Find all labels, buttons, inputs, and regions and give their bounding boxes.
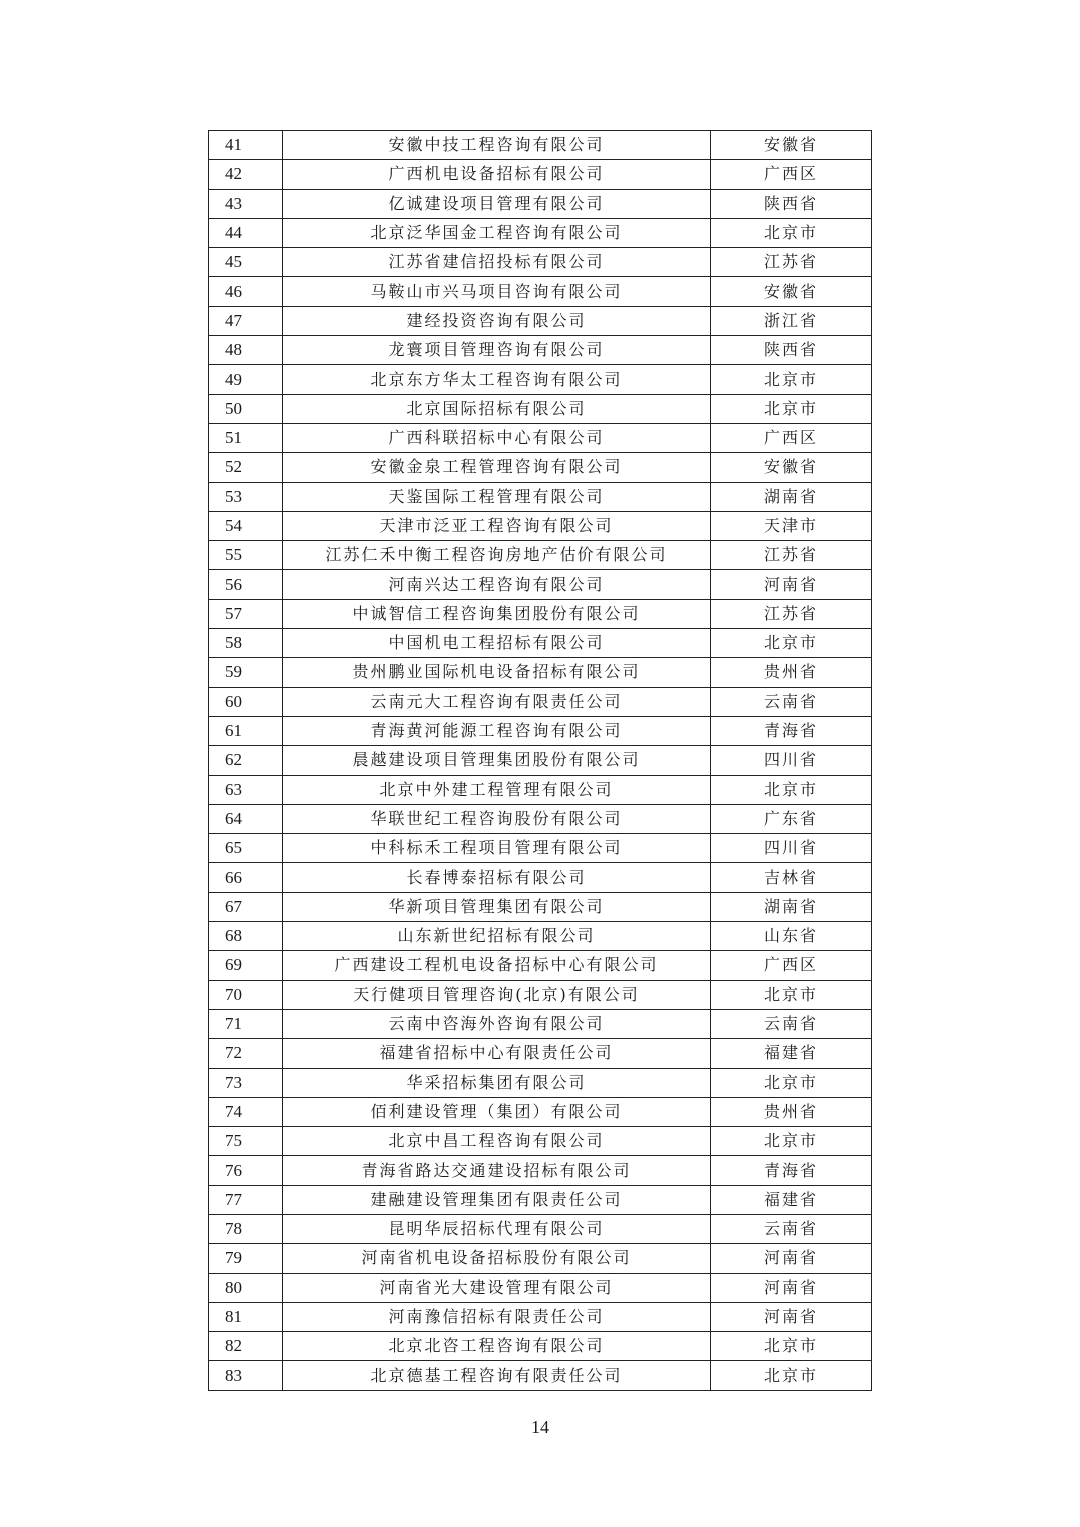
row-number: 54 (209, 511, 283, 540)
company-name: 江苏省建信招投标有限公司 (283, 248, 711, 277)
table-row (209, 131, 872, 160)
region: 云南省 (711, 1009, 872, 1038)
table-row (209, 1039, 872, 1068)
table-row (209, 863, 872, 892)
row-number: 72 (209, 1039, 283, 1068)
table-row (209, 1361, 872, 1390)
region: 四川省 (711, 834, 872, 863)
company-name: 天鉴国际工程管理有限公司 (283, 482, 711, 511)
table-row (209, 453, 872, 482)
company-name: 北京北咨工程咨询有限公司 (283, 1332, 711, 1361)
region: 山东省 (711, 922, 872, 951)
table-row (209, 511, 872, 540)
table-row (209, 687, 872, 716)
table-row (209, 482, 872, 511)
row-number: 55 (209, 541, 283, 570)
region: 北京市 (711, 629, 872, 658)
company-name: 北京德基工程咨询有限责任公司 (283, 1361, 711, 1390)
company-name: 安徽金泉工程管理咨询有限公司 (283, 453, 711, 482)
table-row (209, 218, 872, 247)
table-row (209, 1214, 872, 1243)
region: 天津市 (711, 511, 872, 540)
region: 安徽省 (711, 277, 872, 306)
region: 云南省 (711, 687, 872, 716)
row-number: 43 (209, 189, 283, 218)
table-row (209, 1068, 872, 1097)
region: 广西区 (711, 423, 872, 452)
row-number: 64 (209, 804, 283, 833)
table-row (209, 1302, 872, 1331)
row-number: 42 (209, 160, 283, 189)
company-name: 山东新世纪招标有限公司 (283, 922, 711, 951)
region: 云南省 (711, 1214, 872, 1243)
company-name: 青海省路达交通建设招标有限公司 (283, 1156, 711, 1185)
table-row (209, 336, 872, 365)
company-name: 天行健项目管理咨询(北京)有限公司 (283, 980, 711, 1009)
row-number: 70 (209, 980, 283, 1009)
row-number: 81 (209, 1302, 283, 1331)
company-name: 云南元大工程咨询有限责任公司 (283, 687, 711, 716)
table-row (209, 599, 872, 628)
region: 吉林省 (711, 863, 872, 892)
company-name: 中国机电工程招标有限公司 (283, 629, 711, 658)
table-row (209, 1273, 872, 1302)
company-name: 广西机电设备招标有限公司 (283, 160, 711, 189)
region: 陕西省 (711, 189, 872, 218)
table-row (209, 1185, 872, 1214)
row-number: 45 (209, 248, 283, 277)
table-row (209, 365, 872, 394)
region: 广西区 (711, 951, 872, 980)
region: 北京市 (711, 1361, 872, 1390)
row-number: 80 (209, 1273, 283, 1302)
company-name: 河南豫信招标有限责任公司 (283, 1302, 711, 1331)
company-name: 建融建设管理集团有限责任公司 (283, 1185, 711, 1214)
region: 青海省 (711, 716, 872, 745)
company-name: 北京中昌工程咨询有限公司 (283, 1127, 711, 1156)
company-name: 青海黄河能源工程咨询有限公司 (283, 716, 711, 745)
table-row (209, 951, 872, 980)
row-number: 83 (209, 1361, 283, 1390)
company-name: 佰利建设管理（集团）有限公司 (283, 1097, 711, 1126)
row-number: 50 (209, 394, 283, 423)
row-number: 53 (209, 482, 283, 511)
table-row (209, 922, 872, 951)
region: 北京市 (711, 775, 872, 804)
company-name: 建经投资咨询有限公司 (283, 306, 711, 335)
row-number: 68 (209, 922, 283, 951)
company-name: 云南中咨海外咨询有限公司 (283, 1009, 711, 1038)
row-number: 71 (209, 1009, 283, 1038)
company-name: 龙寰项目管理咨询有限公司 (283, 336, 711, 365)
row-number: 74 (209, 1097, 283, 1126)
company-name: 中科标禾工程项目管理有限公司 (283, 834, 711, 863)
table-row (209, 394, 872, 423)
region: 河南省 (711, 1273, 872, 1302)
row-number: 63 (209, 775, 283, 804)
company-name: 昆明华辰招标代理有限公司 (283, 1214, 711, 1243)
table-row (209, 658, 872, 687)
company-name: 河南省光大建设管理有限公司 (283, 1273, 711, 1302)
row-number: 62 (209, 746, 283, 775)
table-row (209, 1127, 872, 1156)
row-number: 59 (209, 658, 283, 687)
row-number: 58 (209, 629, 283, 658)
row-number: 79 (209, 1244, 283, 1273)
region: 广西区 (711, 160, 872, 189)
row-number: 82 (209, 1332, 283, 1361)
row-number: 47 (209, 306, 283, 335)
company-table-body (209, 131, 872, 1391)
table-row (209, 541, 872, 570)
table-row (209, 716, 872, 745)
company-name: 中诚智信工程咨询集团股份有限公司 (283, 599, 711, 628)
table-row (209, 160, 872, 189)
company-name: 贵州鹏业国际机电设备招标有限公司 (283, 658, 711, 687)
table-row (209, 775, 872, 804)
row-number: 77 (209, 1185, 283, 1214)
company-name: 北京东方华太工程咨询有限公司 (283, 365, 711, 394)
region: 北京市 (711, 980, 872, 1009)
region: 安徽省 (711, 131, 872, 160)
region: 江苏省 (711, 599, 872, 628)
row-number: 73 (209, 1068, 283, 1097)
table-row (209, 1332, 872, 1361)
company-name: 河南兴达工程咨询有限公司 (283, 570, 711, 599)
row-number: 57 (209, 599, 283, 628)
company-name: 马鞍山市兴马项目咨询有限公司 (283, 277, 711, 306)
company-name: 晨越建设项目管理集团股份有限公司 (283, 746, 711, 775)
row-number: 75 (209, 1127, 283, 1156)
region: 湖南省 (711, 482, 872, 511)
row-number: 76 (209, 1156, 283, 1185)
region: 北京市 (711, 1068, 872, 1097)
region: 北京市 (711, 365, 872, 394)
company-table (208, 130, 872, 1391)
row-number: 44 (209, 218, 283, 247)
region: 北京市 (711, 1332, 872, 1361)
table-row (209, 804, 872, 833)
region: 浙江省 (711, 306, 872, 335)
region: 江苏省 (711, 248, 872, 277)
company-name: 河南省机电设备招标股份有限公司 (283, 1244, 711, 1273)
table-row (209, 423, 872, 452)
table-row (209, 746, 872, 775)
row-number: 67 (209, 892, 283, 921)
company-name: 北京泛华国金工程咨询有限公司 (283, 218, 711, 247)
company-name: 华联世纪工程咨询股份有限公司 (283, 804, 711, 833)
table-row (209, 570, 872, 599)
company-name: 安徽中技工程咨询有限公司 (283, 131, 711, 160)
region: 陕西省 (711, 336, 872, 365)
region: 北京市 (711, 218, 872, 247)
company-name: 天津市泛亚工程咨询有限公司 (283, 511, 711, 540)
row-number: 48 (209, 336, 283, 365)
region: 江苏省 (711, 541, 872, 570)
region: 安徽省 (711, 453, 872, 482)
row-number: 41 (209, 131, 283, 160)
company-name: 长春博泰招标有限公司 (283, 863, 711, 892)
row-number: 78 (209, 1214, 283, 1243)
region: 北京市 (711, 1127, 872, 1156)
row-number: 60 (209, 687, 283, 716)
row-number: 65 (209, 834, 283, 863)
table-row (209, 248, 872, 277)
table-row (209, 189, 872, 218)
company-name: 华采招标集团有限公司 (283, 1068, 711, 1097)
region: 贵州省 (711, 658, 872, 687)
company-name: 亿诚建设项目管理有限公司 (283, 189, 711, 218)
table-row (209, 980, 872, 1009)
row-number: 52 (209, 453, 283, 482)
region: 广东省 (711, 804, 872, 833)
table-row (209, 1244, 872, 1273)
region: 北京市 (711, 394, 872, 423)
company-name: 北京国际招标有限公司 (283, 394, 711, 423)
row-number: 69 (209, 951, 283, 980)
table-row (209, 1097, 872, 1126)
table-row (209, 834, 872, 863)
row-number: 61 (209, 716, 283, 745)
company-name: 福建省招标中心有限责任公司 (283, 1039, 711, 1068)
table-row (209, 1156, 872, 1185)
table-row (209, 892, 872, 921)
region: 湖南省 (711, 892, 872, 921)
row-number: 51 (209, 423, 283, 452)
row-number: 49 (209, 365, 283, 394)
row-number: 66 (209, 863, 283, 892)
table-row (209, 629, 872, 658)
region: 河南省 (711, 1244, 872, 1273)
region: 福建省 (711, 1185, 872, 1214)
table-row (209, 277, 872, 306)
company-name: 广西建设工程机电设备招标中心有限公司 (283, 951, 711, 980)
region: 四川省 (711, 746, 872, 775)
region: 福建省 (711, 1039, 872, 1068)
table-row (209, 306, 872, 335)
company-name: 华新项目管理集团有限公司 (283, 892, 711, 921)
company-name: 广西科联招标中心有限公司 (283, 423, 711, 452)
table-row (209, 1009, 872, 1038)
company-name: 北京中外建工程管理有限公司 (283, 775, 711, 804)
region: 贵州省 (711, 1097, 872, 1126)
row-number: 56 (209, 570, 283, 599)
region: 河南省 (711, 1302, 872, 1331)
company-name: 江苏仁禾中衡工程咨询房地产估价有限公司 (283, 541, 711, 570)
row-number: 46 (209, 277, 283, 306)
region: 河南省 (711, 570, 872, 599)
region: 青海省 (711, 1156, 872, 1185)
page-number: 14 (531, 1417, 549, 1437)
